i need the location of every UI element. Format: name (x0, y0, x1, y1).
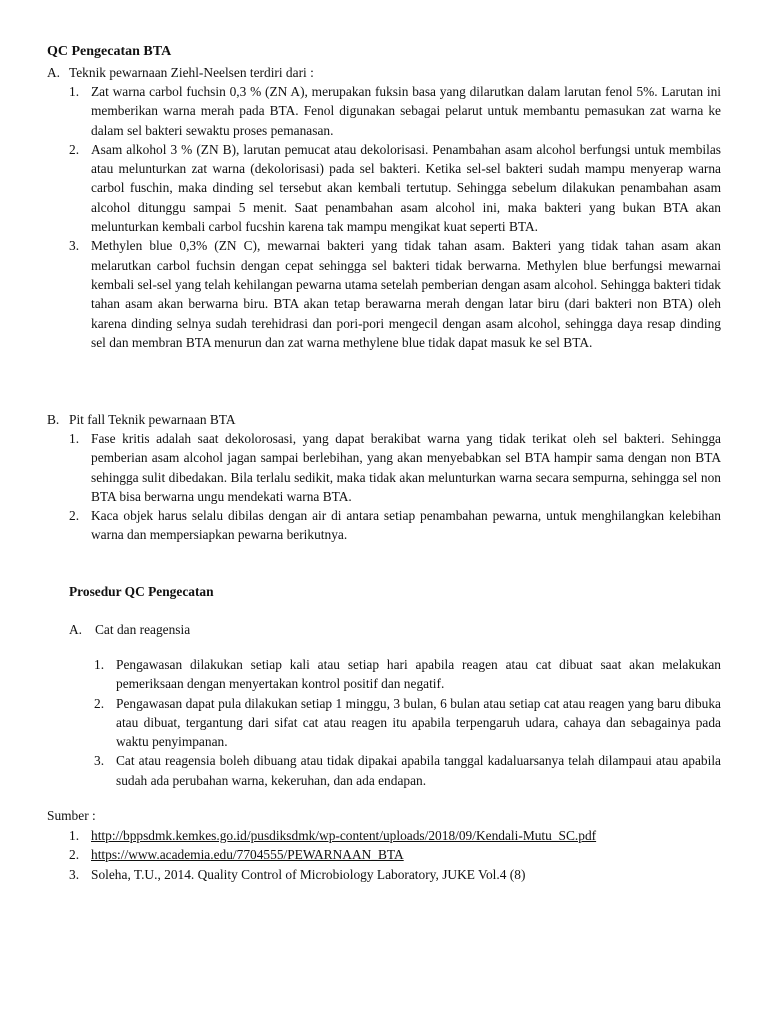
procedure-item (94, 655, 721, 694)
procedure-heading-row (69, 620, 721, 639)
section-a-item (69, 236, 721, 352)
section-b-item-number: 1. (69, 431, 80, 446)
section-a-item-number: 2. (69, 141, 80, 157)
section-a-item-text: Asam alkohol 3 % (ZN B), larutan pemucat atau dekolorisasi. Penambahan asam alcohol berfungsi untuk membilas atau melunturkan zat warna (dekolorisasi) pada sel bakteri. Ketika sel-sel bakteri sudah mampu menyerap warna carbol fuschin, maka dinding sel tersebut akan kembali tertutup. Sehingga sebelum dilakukan penambahan asam alcohol ditunggu sampai 5 menit. Saat penambahan asam alcohol ini, maka bakteri yang bukan BTA akan melunturkan kembali carbol fucshin karena tak mampu mengikat kuat seperti BTA. (91, 141, 721, 235)
source-item (69, 845, 748, 864)
section-a-item-text: Methylen blue 0,3% (ZN C), mewarnai bakteri yang tidak tahan asam. Bakteri yang tidak tahan asam akan melarutkan carbol fuchsin dengan cepat sehingga sel bakteri tidak berwarna. Methylen blue berfungsi mewarnai kembali sel-sel yang telah kehilangan pewarna utama setelah pemberian dengan asam alcohol. Sehingga bakteri tidak tahan asam akan berwarna biru. BTA akan tetap berawarna merah dengan latar biru (dari bakteri non BTA) oleh karena dinding selnya sudah terehidrasi dan pori-pori mengecil dengan asam alcohol, sehingga daya resap dinding sel dan membran BTA menurun dan zat warna methylene blue tidak dapat masuk ke sel BTA. (91, 238, 721, 350)
source-item (69, 826, 748, 845)
source-link[interactable]: https://www.academia.edu/7704555/PEWARNAAN_BTA (91, 847, 404, 863)
section-a-list (69, 82, 721, 352)
procedure-item-text: Cat atau reagensia boleh dibuang atau tidak dipakai apabila tanggal kadaluarsanya telah dilampaui atau apabila sudah ada perubahan warna, kekeruhan, dan ada endapan. (116, 753, 721, 788)
procedure-item-text: Pengawasan dilakukan setiap kali atau setiap hari apabila reagen atau cat dibuat saat akan melakukan pemeriksaan dengan menyertakan kontrol positif dan negatif. (116, 657, 721, 692)
procedure-item-number: 1. (94, 657, 105, 672)
source-item-number: 2. (69, 847, 80, 863)
section-a-item-number: 1. (69, 84, 80, 99)
source-citation: Soleha, T.U., 2014. Quality Control of Microbiology Laboratory, JUKE Vol.4 (8) (91, 866, 526, 882)
section-a-item-text: Zat warna carbol fuchsin 0,3 % (ZN A), merupakan fuksin basa yang dilarutkan dalam larutan fenol 5%. Larutan ini memberikan warna merah pada BTA. Fenol digunakan sebagai pelarut untuk membantu pemasukan zat warna ke dalam sel bakteri sewaktu proses pemanasan. (91, 84, 721, 138)
procedure-item (94, 694, 721, 752)
section-a-heading: Teknik pewarnaan Ziehl-Neelsen terdiri dari : (69, 65, 314, 80)
section-a-marker: A. (47, 65, 61, 80)
procedure-heading: Cat dan reagensia (95, 622, 191, 637)
source-link[interactable]: http://bppsdmk.kemkes.go.id/pusdiksdmk/wp-content/uploads/2018/09/Kendali-Mutu_SC.pdf (91, 828, 597, 843)
section-b-item-text: Kaca objek harus selalu dibilas dengan air di antara setiap penambahan pewarna, untuk menghilangkan kelebihan warna dan mempersiapkan pewarna berikutnya. (91, 508, 721, 543)
section-b-item-text: Fase kritis adalah saat dekolorosasi, yang dapat berakibat warna yang tidak terikat oleh sel bakteri. Sehingga pemberian asam alcohol jagan sampai berlebihan, yang akan menyebabkan sel BTA hampir sama dengan non BTA sehingga sulit dibedakan. Bila terlalu sedikit, maka tidak akan melunturkan warna secara sempurna, sehingga sel non BTA bisa berwarna ungu mendekati warna BTA. (91, 431, 721, 504)
section-a-item (69, 82, 721, 140)
section-a-heading-row (47, 63, 721, 82)
section-b-heading: Pit fall Teknik pewarnaan BTA (69, 412, 236, 427)
document-title: QC Pengecatan BTA (47, 44, 172, 59)
procedure-marker: A. (69, 622, 83, 637)
sources-list (69, 826, 748, 884)
source-item (69, 865, 748, 884)
procedure-item-number: 2. (94, 695, 105, 711)
sources-label: Sumber : (47, 808, 96, 823)
section-a-item (69, 140, 721, 236)
source-item-number: 3. (69, 866, 80, 882)
sources-label-row (47, 806, 721, 825)
procedure-item (94, 751, 721, 790)
source-item-number: 1. (69, 828, 80, 843)
section-b-heading-row (47, 410, 721, 429)
procedure-title: Prosedur QC Pengecatan (69, 584, 214, 599)
section-b-item-number: 2. (69, 508, 80, 524)
procedure-item-text: Pengawasan dapat pula dilakukan setiap 1 minggu, 3 bulan, 6 bulan atau setiap cat atau reagen yang baru dibuka atau dibuat, tergantung dari sifat cat atau reagen itu apabila terpengaruh udara, cahaya dan sebagainya pada waktu penyimpanan. (116, 695, 721, 750)
section-a-item-number: 3. (69, 238, 80, 254)
section-b-marker: B. (47, 412, 60, 427)
section-b-item (69, 429, 721, 506)
section-b-item (69, 506, 721, 545)
procedure-item-number: 3. (94, 753, 105, 769)
section-b-list (69, 429, 721, 545)
procedure-list (94, 655, 721, 790)
